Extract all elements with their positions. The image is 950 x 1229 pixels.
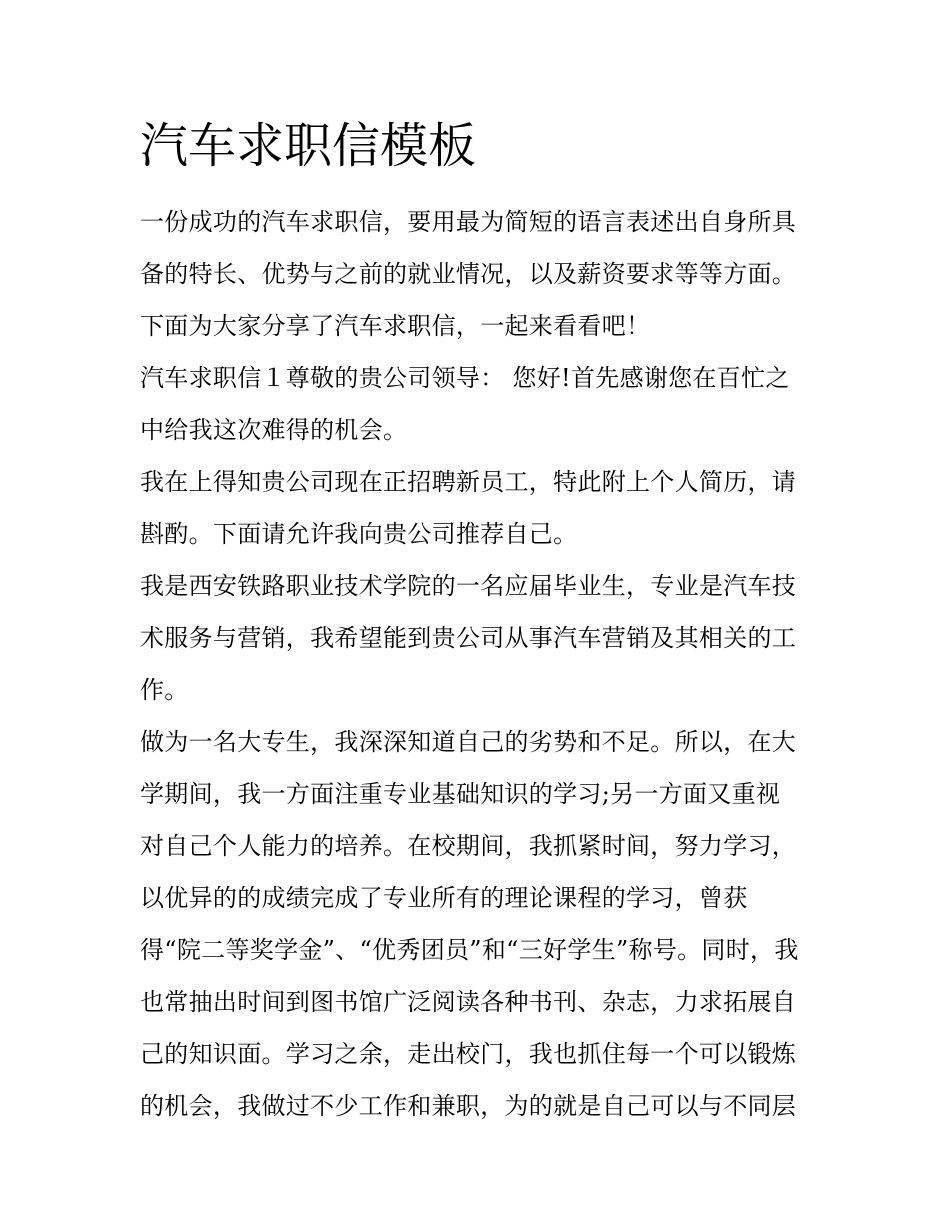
text-line: 对自己个人能力的培养。在校期间，我抓紧时间，努力学习， — [140, 832, 797, 860]
text-line: 我在上得知贵公司现在正招聘新员工，特此附上个人简历，请 — [140, 468, 797, 496]
text-line: 斟酌。下面请允许我向贵公司推荐自己。 — [140, 520, 578, 548]
text-line: 术服务与营销，我希望能到贵公司从事汽车营销及其相关的工 — [140, 624, 797, 652]
text-line: 做为一名大专生，我深深知道自己的劣势和不足。所以，在大 — [140, 728, 797, 756]
text-line: 我是西安铁路职业技术学院的一名应届毕业生，专业是汽车技 — [140, 572, 797, 600]
text-line: 备的特长、优势与之前的就业情况，以及薪资要求等等方面。 — [140, 260, 797, 288]
document-title: 汽车求职信模板 — [140, 118, 477, 174]
text-line: 下面为大家分享了汽车求职信，一起来看看吧！ — [140, 312, 651, 340]
text-line: 的机会，我做过不少工作和兼职，为的就是自己可以与不同层 — [140, 1092, 797, 1120]
document-body — [140, 196, 820, 1132]
text-line: 中给我这次难得的机会。 — [140, 416, 408, 444]
text-line: 一份成功的汽车求职信，要用最为简短的语言表述出自身所具 — [140, 208, 797, 236]
text-line: 也常抽出时间到图书馆广泛阅读各种书刊、杂志，力求拓展自 — [140, 988, 797, 1016]
text-line: 作。 — [140, 676, 189, 704]
text-line: 己的知识面。学习之余，走出校门，我也抓住每一个可以锻炼 — [140, 1040, 797, 1068]
text-line: 以优异的的成绩完成了专业所有的理论课程的学习，曾获 — [140, 884, 748, 912]
text-line: 汽车求职信１尊敬的贵公司领导： 您好!首先感谢您在百忙之 — [140, 364, 790, 392]
text-line: 得“院二等奖学金”、“优秀团员”和“三好学生”称号。同时，我 — [140, 936, 799, 964]
text-line: 学期间，我一方面注重专业基础知识的学习;另一方面又重视 — [140, 780, 781, 808]
